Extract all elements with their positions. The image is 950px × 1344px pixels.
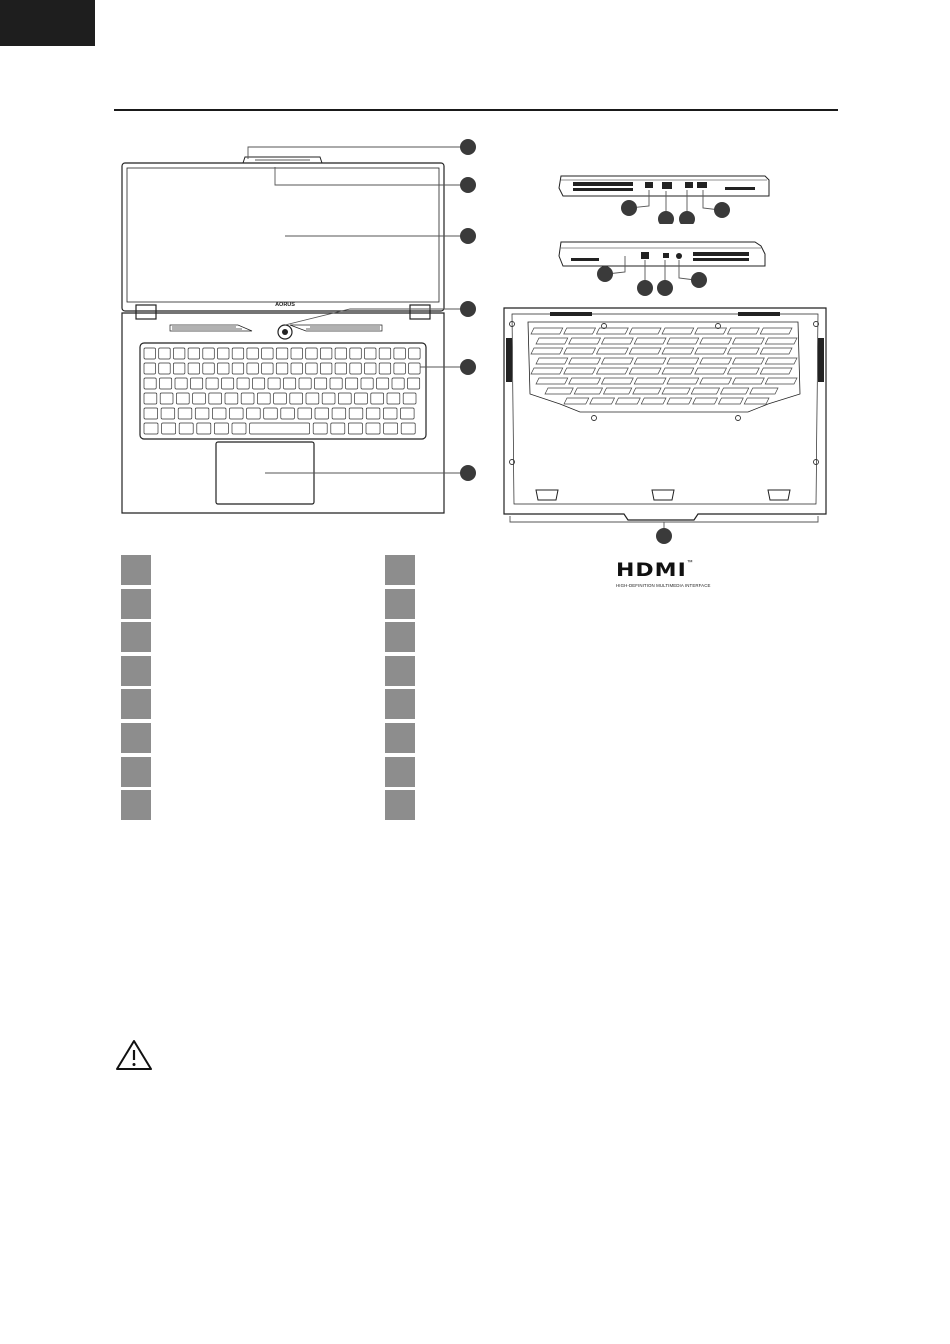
vent-slot bbox=[733, 378, 765, 384]
keyboard-key bbox=[175, 378, 187, 389]
keyboard-key bbox=[276, 363, 288, 374]
keyboard-key bbox=[178, 408, 192, 419]
keyboard-key bbox=[225, 393, 238, 404]
keyboard-key bbox=[276, 348, 288, 359]
keyboard-key bbox=[230, 408, 244, 419]
vent-slot bbox=[667, 398, 692, 404]
vent-slot bbox=[629, 368, 661, 374]
keyboard-key bbox=[214, 423, 228, 434]
keyboard-key bbox=[350, 348, 362, 359]
keyboard-key bbox=[349, 408, 363, 419]
vent-slot bbox=[602, 358, 634, 364]
keyboard-key bbox=[193, 393, 206, 404]
legend-number-box bbox=[385, 757, 415, 787]
keyboard-key bbox=[218, 363, 230, 374]
keyboard-key bbox=[298, 408, 312, 419]
callout-left-2 bbox=[658, 211, 674, 224]
callout-right-2 bbox=[637, 280, 653, 296]
vent-slot bbox=[662, 388, 690, 394]
keyboard-key bbox=[335, 348, 347, 359]
keyboard-key bbox=[348, 423, 362, 434]
keyboard-key bbox=[331, 423, 345, 434]
keyboard-key bbox=[161, 408, 175, 419]
vent-slot bbox=[634, 358, 666, 364]
vent-slot bbox=[695, 368, 727, 374]
vent-slot bbox=[719, 398, 744, 404]
keyboard-key bbox=[268, 378, 280, 389]
keyboard-key bbox=[237, 378, 249, 389]
keyboard-key bbox=[203, 363, 215, 374]
keyboard-key bbox=[173, 348, 185, 359]
legend-number-box bbox=[121, 723, 151, 753]
keyboard-key bbox=[365, 348, 377, 359]
callout-touchpad bbox=[460, 465, 476, 481]
keyboard-key bbox=[253, 378, 265, 389]
keyboard-key bbox=[401, 423, 415, 434]
keyboard-key bbox=[284, 378, 296, 389]
vent-slot bbox=[602, 378, 634, 384]
keyboard-key bbox=[188, 348, 200, 359]
vent-slot bbox=[564, 348, 596, 354]
vent-slot bbox=[765, 378, 797, 384]
vent-slot bbox=[693, 398, 718, 404]
vent-slot bbox=[574, 388, 602, 394]
vent-slot bbox=[634, 338, 666, 344]
vent-slot bbox=[536, 358, 568, 364]
keyboard-key bbox=[335, 363, 347, 374]
keyboard-key bbox=[203, 348, 215, 359]
keyboard-key bbox=[365, 363, 377, 374]
keyboard-key bbox=[384, 423, 398, 434]
callout-left-1 bbox=[621, 200, 637, 216]
vent-slot bbox=[733, 338, 765, 344]
vent-slot bbox=[662, 328, 694, 334]
legend-number-box bbox=[121, 689, 151, 719]
callout-right-4 bbox=[691, 272, 707, 288]
keyboard-key bbox=[144, 423, 158, 434]
keyboard-key bbox=[281, 408, 295, 419]
legend-number-box bbox=[121, 656, 151, 686]
vent-slot bbox=[604, 388, 632, 394]
laptop-bottom-view bbox=[498, 304, 832, 552]
keyboard-key bbox=[144, 348, 156, 359]
keyboard-key bbox=[403, 393, 416, 404]
vent-slot bbox=[667, 378, 699, 384]
vent-slot bbox=[728, 328, 760, 334]
keyboard-key bbox=[392, 378, 404, 389]
vent-slot bbox=[695, 328, 727, 334]
vent-slot bbox=[633, 388, 661, 394]
keyboard-key bbox=[315, 408, 329, 419]
hdmi-trademark: ™ bbox=[686, 560, 693, 566]
keyboard-key bbox=[195, 408, 209, 419]
keyboard-key bbox=[264, 408, 278, 419]
keyboard-key bbox=[250, 423, 310, 434]
keyboard-key bbox=[209, 393, 222, 404]
keyboard-key bbox=[313, 423, 327, 434]
keyboard-key bbox=[366, 423, 380, 434]
keyboard-key bbox=[306, 393, 319, 404]
callout-bottom bbox=[656, 528, 672, 544]
vent-slot bbox=[531, 368, 563, 374]
keyboard-key bbox=[346, 378, 358, 389]
keyboard-key bbox=[394, 363, 406, 374]
vent-slot bbox=[536, 338, 568, 344]
vent-slot bbox=[667, 338, 699, 344]
hdmi-logo bbox=[616, 559, 711, 588]
keyboard-key bbox=[394, 348, 406, 359]
keyboard-key bbox=[377, 378, 389, 389]
legend-number-box bbox=[385, 589, 415, 619]
keyboard-key bbox=[232, 348, 244, 359]
keyboard-key bbox=[159, 348, 171, 359]
legend-number-box bbox=[121, 790, 151, 820]
legend-number-box bbox=[385, 555, 415, 585]
vent-slot bbox=[602, 338, 634, 344]
keyboard-key bbox=[379, 363, 391, 374]
vent-slot bbox=[564, 368, 596, 374]
header-rule bbox=[114, 109, 838, 111]
vent-slot bbox=[597, 328, 629, 334]
laptop-right-side-view bbox=[555, 238, 775, 296]
legend-number-box bbox=[385, 656, 415, 686]
keyboard-key bbox=[206, 378, 218, 389]
vent-slot bbox=[700, 378, 732, 384]
keyboard-key bbox=[306, 348, 318, 359]
vent-slot bbox=[569, 338, 601, 344]
callout-right-1 bbox=[597, 266, 613, 282]
callout-camera bbox=[460, 139, 476, 155]
legend-number-box bbox=[385, 622, 415, 652]
keyboard-key bbox=[247, 363, 259, 374]
vent-slot bbox=[629, 328, 661, 334]
keyboard-key bbox=[191, 378, 203, 389]
callout-left-4 bbox=[714, 202, 730, 218]
keyboard-key bbox=[144, 393, 157, 404]
keyboard-key bbox=[188, 363, 200, 374]
keyboard-key bbox=[222, 378, 234, 389]
keyboard-key bbox=[232, 423, 246, 434]
legend-number-box bbox=[121, 555, 151, 585]
keyboard-key bbox=[179, 423, 193, 434]
legend-number-box bbox=[385, 790, 415, 820]
vent-slot bbox=[597, 348, 629, 354]
vent-slot bbox=[662, 368, 694, 374]
vent-slot bbox=[590, 398, 615, 404]
legend-number-box bbox=[121, 589, 151, 619]
callout-left-3 bbox=[679, 211, 695, 224]
vent-slot bbox=[765, 338, 797, 344]
vent-slot bbox=[569, 358, 601, 364]
callout-keyboard bbox=[460, 359, 476, 375]
keyboard-key bbox=[371, 393, 384, 404]
section-tab bbox=[0, 0, 95, 46]
keyboard-key bbox=[274, 393, 287, 404]
legend-number-box bbox=[385, 723, 415, 753]
vent-slot bbox=[536, 378, 568, 384]
keyboard-key bbox=[366, 408, 380, 419]
hdmi-wordmark: HDMI bbox=[616, 559, 687, 582]
vent-slot bbox=[750, 388, 778, 394]
vent-slot bbox=[733, 358, 765, 364]
laptop-left-side-view bbox=[555, 166, 775, 224]
vent-slot bbox=[597, 368, 629, 374]
keyboard-key bbox=[212, 408, 226, 419]
vent-slot bbox=[700, 338, 732, 344]
vent-slot bbox=[728, 348, 760, 354]
vent-slot bbox=[695, 348, 727, 354]
keyboard-key bbox=[160, 378, 172, 389]
vent-slot bbox=[691, 388, 719, 394]
keyboard-key bbox=[144, 408, 158, 419]
keyboard-key bbox=[257, 393, 270, 404]
vent-slot bbox=[667, 358, 699, 364]
keyboard-key bbox=[197, 423, 211, 434]
keyboard-key bbox=[387, 393, 400, 404]
keyboard-key bbox=[315, 378, 327, 389]
keyboard-key bbox=[291, 363, 303, 374]
keyboard-key bbox=[355, 393, 368, 404]
vent-slot bbox=[634, 378, 666, 384]
vent-slot bbox=[545, 388, 573, 394]
keyboard-key bbox=[320, 363, 332, 374]
keyboard-key bbox=[409, 348, 421, 359]
keyboard-key bbox=[332, 408, 346, 419]
keyboard-key bbox=[247, 408, 261, 419]
laptop-top-view bbox=[110, 135, 490, 525]
vent-slot bbox=[564, 398, 589, 404]
vent-slot bbox=[531, 328, 563, 334]
vent-slot bbox=[641, 398, 666, 404]
vent-slot bbox=[760, 328, 792, 334]
vent-slot bbox=[728, 368, 760, 374]
keyboard-key bbox=[290, 393, 303, 404]
keyboard-key bbox=[322, 393, 335, 404]
keyboard-key bbox=[299, 378, 311, 389]
keyboard-key bbox=[350, 363, 362, 374]
keyboard-key bbox=[241, 393, 254, 404]
keyboard-key bbox=[262, 363, 274, 374]
vent-slot bbox=[744, 398, 769, 404]
keyboard-key bbox=[338, 393, 351, 404]
keyboard-key bbox=[159, 363, 171, 374]
keyboard-key bbox=[409, 363, 421, 374]
keyboard-key bbox=[176, 393, 189, 404]
keyboard-key bbox=[162, 423, 176, 434]
callout-mic bbox=[460, 177, 476, 193]
vent-slot bbox=[531, 348, 563, 354]
keyboard-key bbox=[262, 348, 274, 359]
vent-slot bbox=[616, 398, 641, 404]
keyboard-key bbox=[232, 363, 244, 374]
vent-slot bbox=[760, 348, 792, 354]
keyboard-key bbox=[320, 348, 332, 359]
keyboard-key bbox=[160, 393, 173, 404]
callout-right-3 bbox=[657, 280, 673, 296]
vent-slot bbox=[765, 358, 797, 364]
vent-slot bbox=[700, 358, 732, 364]
keyboard-key bbox=[173, 363, 185, 374]
vent-slot bbox=[569, 378, 601, 384]
warning-triangle-icon bbox=[114, 1038, 154, 1072]
keyboard-key bbox=[291, 348, 303, 359]
callout-power-button bbox=[460, 301, 476, 317]
keyboard-key bbox=[383, 408, 397, 419]
legend-number-box bbox=[121, 622, 151, 652]
hdmi-tagline: HIGH-DEFINITION MULTIMEDIA INTERFACE bbox=[616, 583, 711, 588]
vent-slot bbox=[662, 348, 694, 354]
vent-slot bbox=[721, 388, 749, 394]
vent-slot bbox=[629, 348, 661, 354]
keyboard-key bbox=[379, 348, 391, 359]
keyboard-key bbox=[144, 363, 156, 374]
keyboard-key bbox=[144, 378, 156, 389]
keyboard-key bbox=[408, 378, 420, 389]
callout-display bbox=[460, 228, 476, 244]
legend-number-box bbox=[121, 757, 151, 787]
keyboard-key bbox=[306, 363, 318, 374]
vent-slot bbox=[564, 328, 596, 334]
legend-number-box bbox=[385, 689, 415, 719]
vent-slot bbox=[760, 368, 792, 374]
keyboard-key bbox=[401, 408, 415, 419]
keyboard-key bbox=[330, 378, 342, 389]
keyboard-key bbox=[247, 348, 259, 359]
keyboard-key bbox=[218, 348, 230, 359]
aorus-logo-text: AORUS bbox=[275, 302, 295, 308]
keyboard-key bbox=[361, 378, 373, 389]
